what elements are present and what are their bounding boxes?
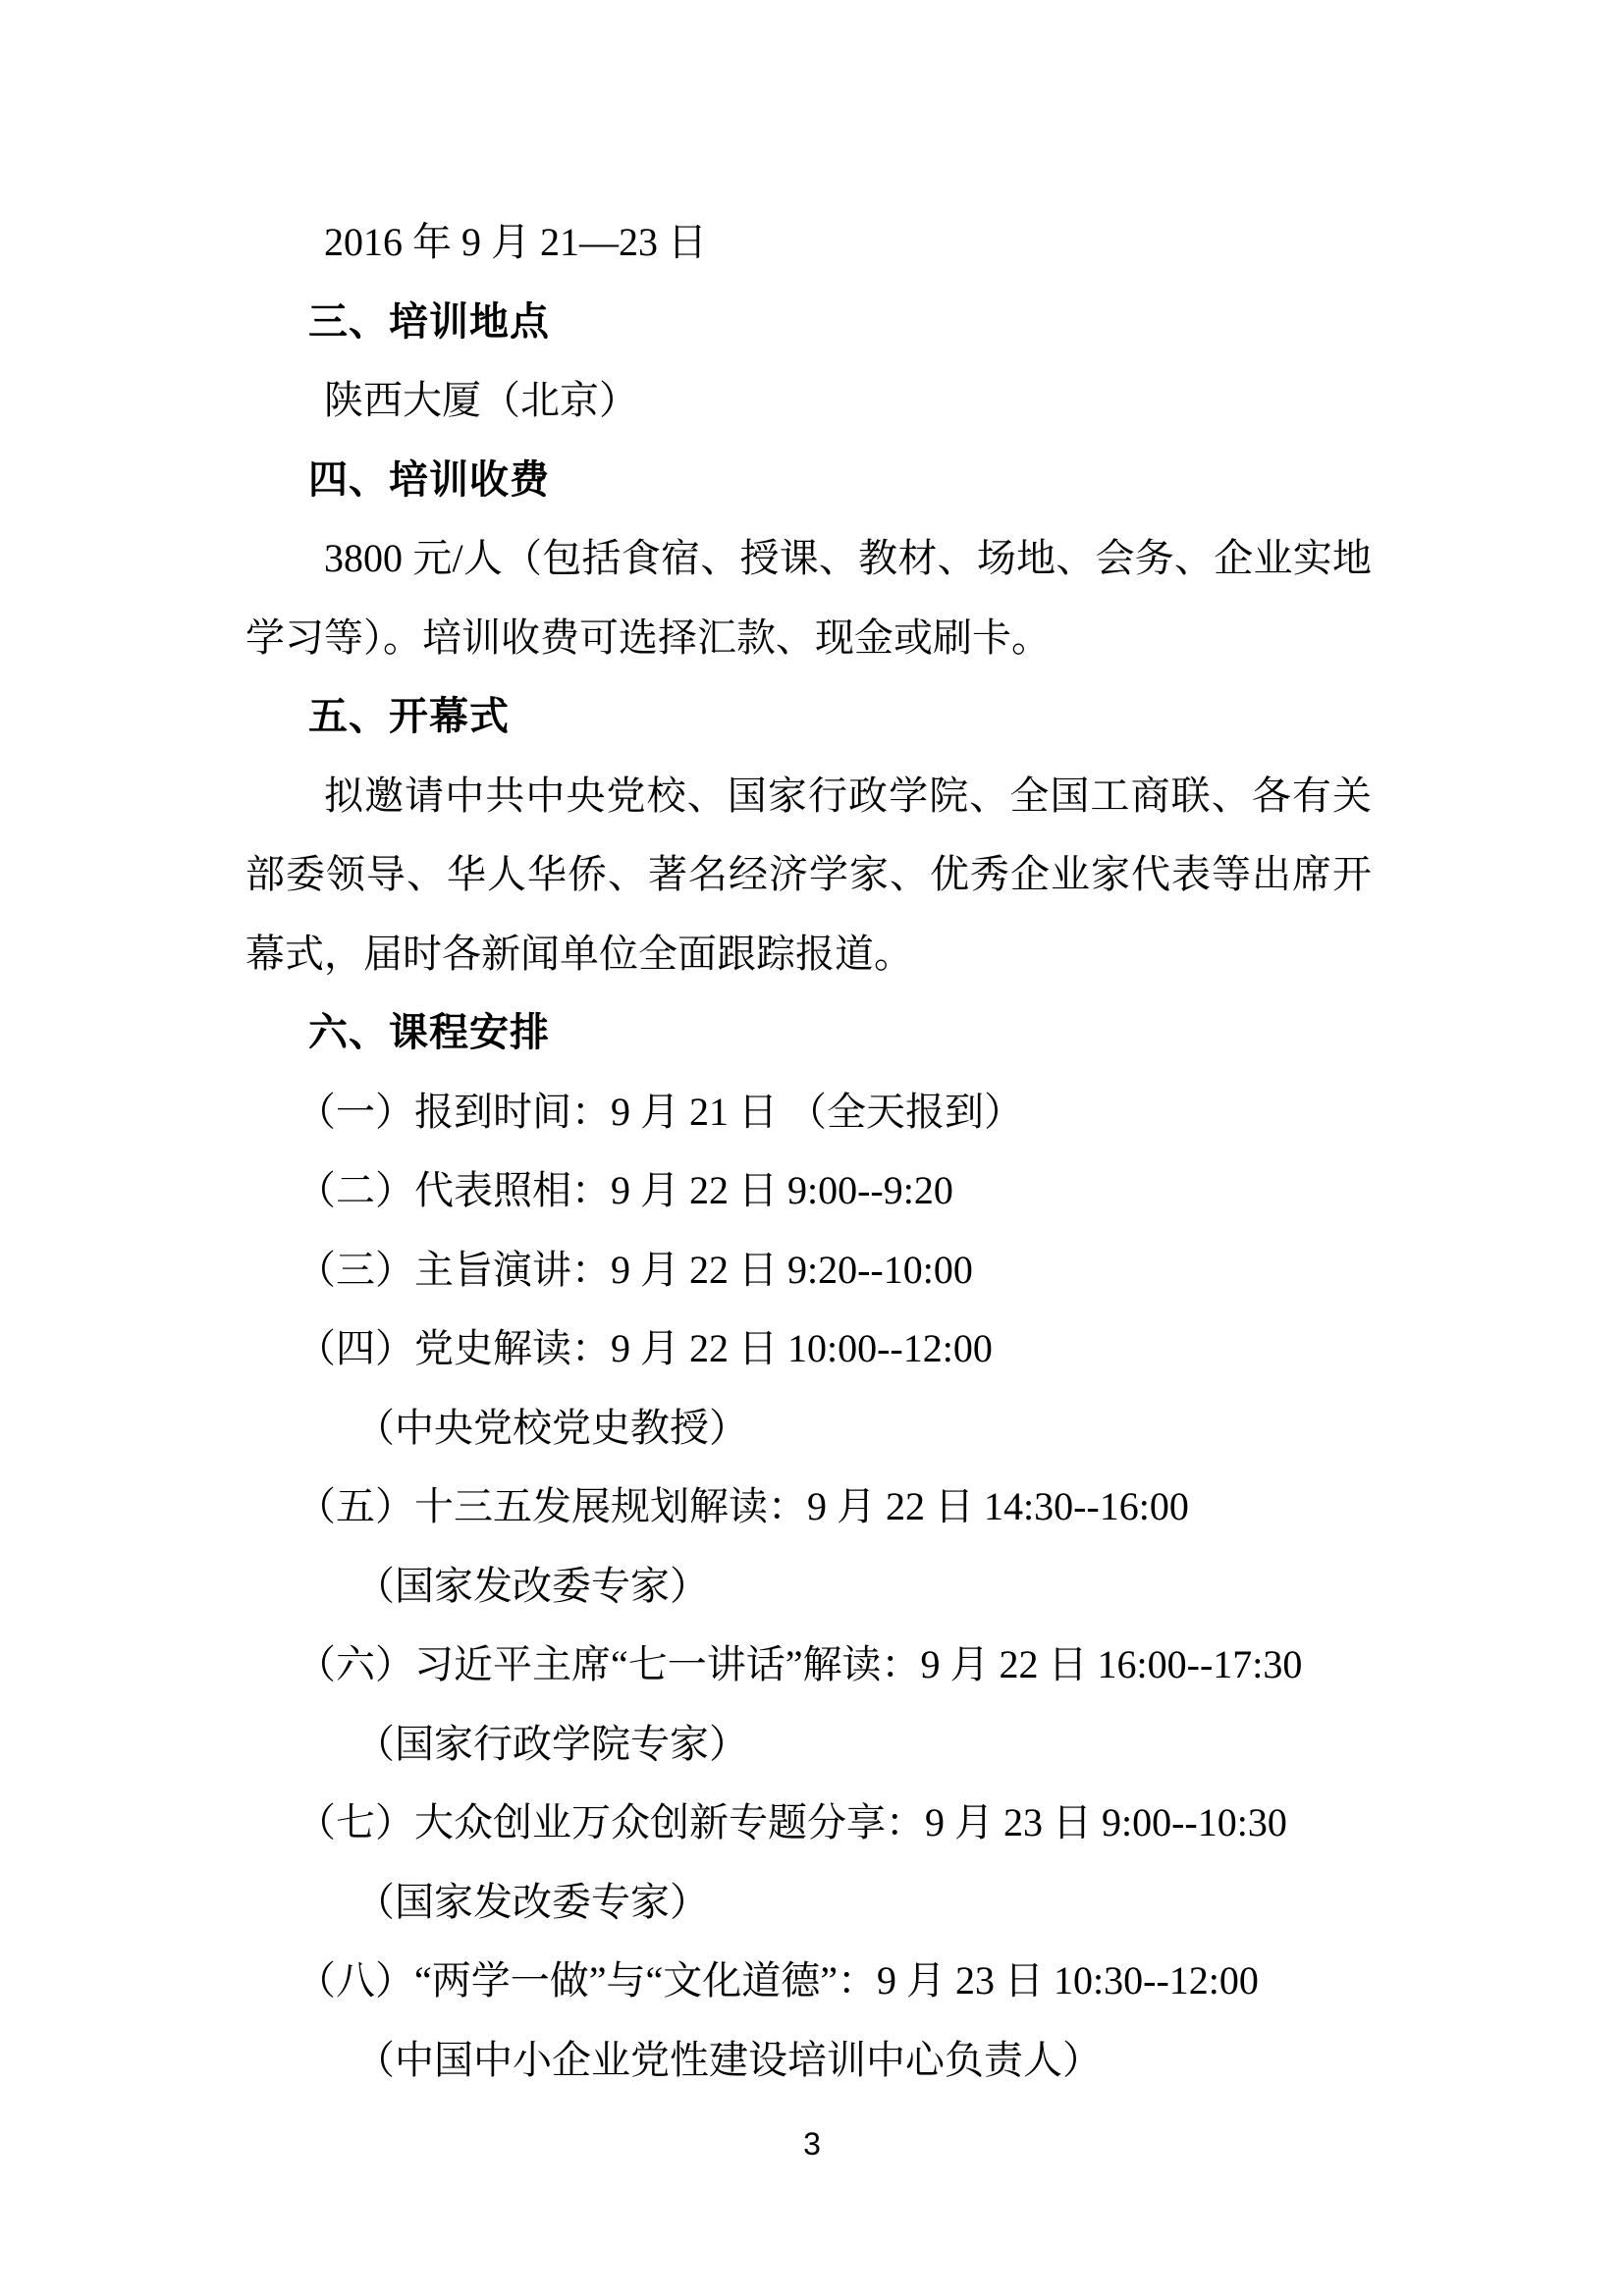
schedule-item-7: （七）大众创业万众创新专题分享：9 月 23 日 9:00--10:30 [297, 1800, 1287, 1844]
schedule-item-5-note: （国家发改委专家） [355, 1563, 709, 1608]
schedule-item-5: （五）十三五发展规划解读：9 月 22 日 14:30--16:00 [297, 1484, 1189, 1528]
section-heading-location: 三、培训地点 [308, 299, 550, 344]
schedule-item-8: （八）“两学一做”与“文化道德”：9 月 23 日 10:30--12:00 [297, 1958, 1259, 2002]
schedule-item-4-note: （中央党校党史教授） [355, 1405, 748, 1450]
schedule-item-6-note: （国家行政学院专家） [355, 1721, 748, 1766]
schedule-item-8-note: （中国中小企业党性建设培训中心负责人） [355, 2037, 1102, 2082]
section-heading-fee: 四、培训收费 [308, 457, 550, 502]
opening-ceremony-paragraph: 拟邀请中共中央党校、国家行政学院、全国工商联、各有关部委领导、华人华侨、著名经济学家、优秀企业家代表等出席开幕式，届时各新闻单位全面跟踪报道。 [245, 773, 1372, 976]
schedule-item-7-note: （国家发改委专家） [355, 1879, 709, 1924]
section-heading-course-schedule: 六、课程安排 [308, 1011, 550, 1054]
schedule-item-6: （六）习近平主席“七一讲话”解读：9 月 22 日 16:00--17:30 [297, 1642, 1303, 1686]
schedule-item-3: （三）主旨演讲：9 月 22 日 9:20--10:00 [297, 1247, 973, 1292]
training-date-line: 2016 年 9 月 21—23 日 [324, 220, 707, 264]
schedule-item-2: （二）代表照相：9 月 22 日 9:00--9:20 [297, 1168, 953, 1212]
page-number: 3 [803, 2126, 821, 2162]
location-text: 陕西大厦（北京） [324, 378, 638, 422]
schedule-item-1: （一）报到时间：9 月 21 日 （全天报到） [297, 1089, 1023, 1134]
section-heading-opening-ceremony: 五、开幕式 [308, 695, 510, 738]
fee-paragraph: 3800 元/人（包括食宿、授课、教材、场地、会务、企业实地学习等）。培训收费可选择汇款、现金或刷卡。 [245, 536, 1372, 660]
schedule-item-4: （四）党史解读：9 月 22 日 10:00--12:00 [297, 1326, 993, 1370]
